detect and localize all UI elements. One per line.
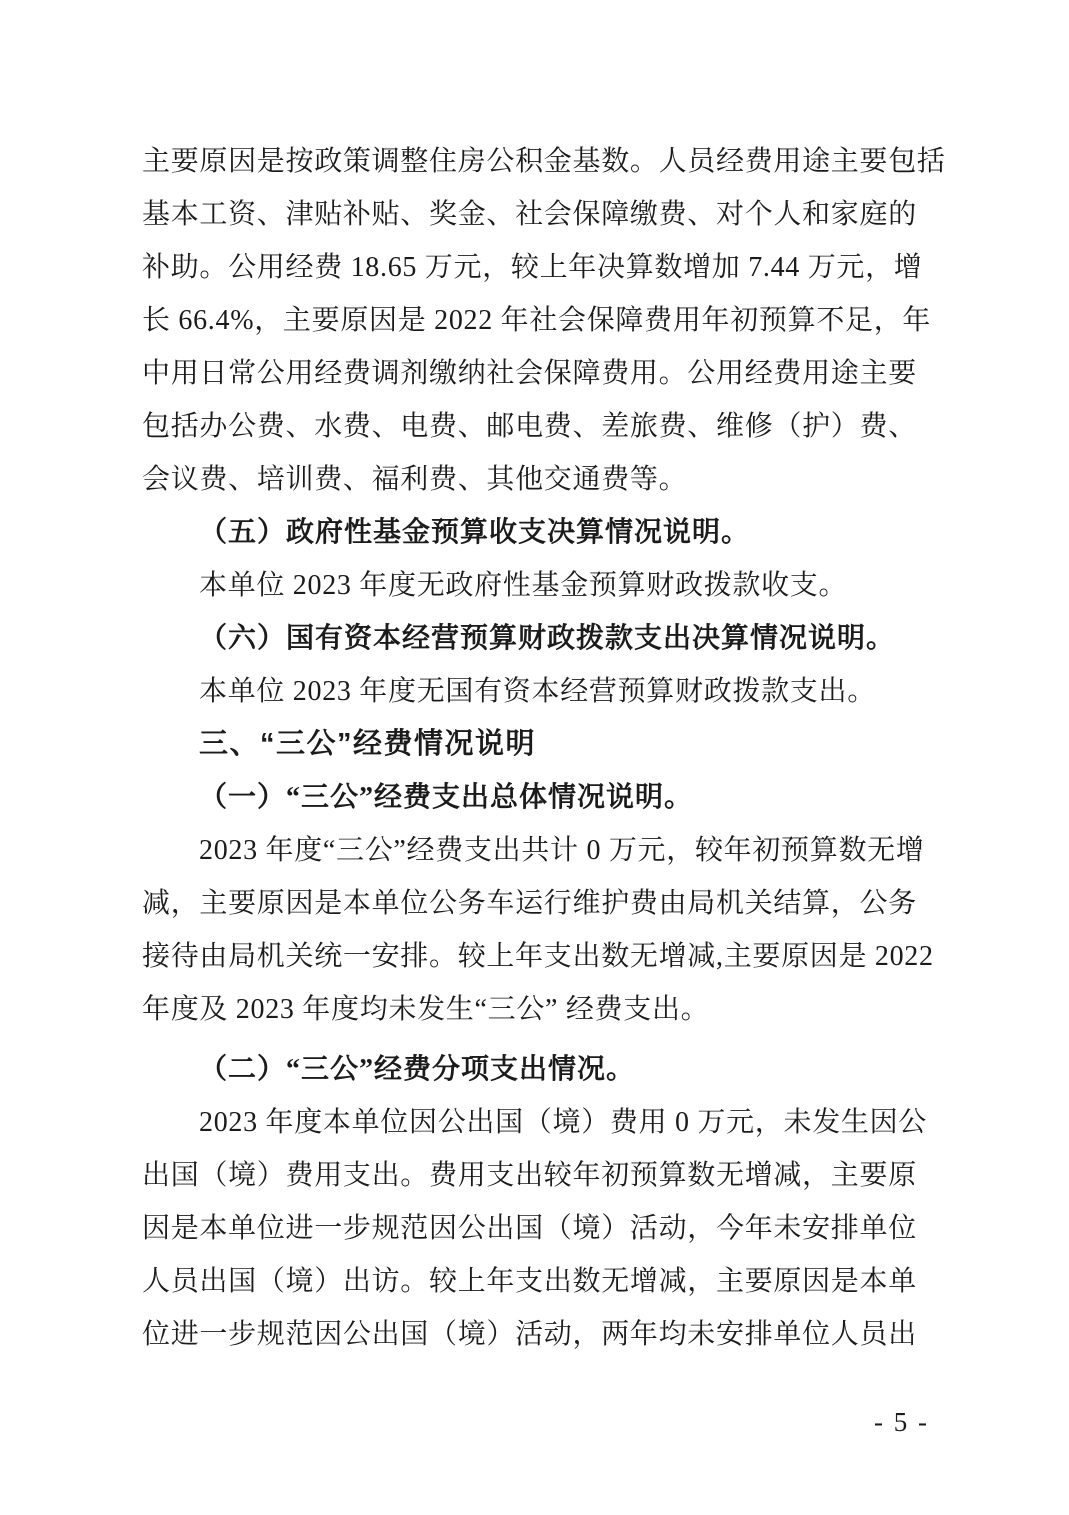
- paragraph-line: 本单位 2023 年度无国有资本经营预算财政拨款支出。: [199, 676, 876, 707]
- section-heading: 三、“三公”经费情况说明: [199, 728, 537, 760]
- paragraph-line: 主要原因是按政策调整住房公积金基数。人员经费用途主要包括: [142, 146, 946, 177]
- subsection-heading: （五）政府性基金预算收支决算情况说明。: [199, 517, 751, 548]
- subsection-heading: （二）“三公”经费分项支出情况。: [199, 1054, 636, 1085]
- subsection-heading: （六）国有资本经营预算财政拨款支出决算情况说明。: [199, 623, 896, 654]
- paragraph-line: 本单位 2023 年度无政府性基金预算财政拨款收支。: [199, 570, 848, 601]
- paragraph-line: 中用日常公用经费调剂缴纳社会保障费用。公用经费用途主要: [142, 358, 917, 389]
- page-number: - 5 -: [874, 1407, 929, 1437]
- paragraph-line: 基本工资、津贴补贴、奖金、社会保障缴费、对个人和家庭的: [142, 199, 917, 230]
- paragraph-line: 2023 年度本单位因公出国（境）费用 0 万元，未发生因公: [199, 1107, 928, 1138]
- document-content: [142, 135, 954, 1361]
- paragraph-line: 人员出国（境）出访。较上年支出数无增减，主要原因是本单: [142, 1266, 917, 1297]
- paragraph-line: 出国（境）费用支出。费用支出较年初预算数无增减，主要原: [142, 1160, 917, 1191]
- paragraph-line: 年度及 2023 年度均未发生“三公” 经费支出。: [142, 994, 710, 1025]
- paragraph-line: 位进一步规范因公出国（境）活动，两年均未安排单位人员出: [142, 1319, 917, 1350]
- paragraph-line: 减，主要原因是本单位公务车运行维护费由局机关结算，公务: [142, 888, 917, 919]
- paragraph-line: 会议费、培训费、福利费、其他交通费等。: [142, 464, 688, 495]
- paragraph-line: 包括办公费、水费、电费、邮电费、差旅费、维修（护）费、: [142, 411, 917, 442]
- subsection-heading: （一）“三公”经费支出总体情况说明。: [199, 782, 694, 813]
- paragraph-line: 接待由局机关统一安排。较上年支出数无增减,主要原因是 2022: [142, 941, 934, 972]
- paragraph-line: 2023 年度“三公”经费支出共计 0 万元，较年初预算数无增: [199, 835, 925, 866]
- paragraph-line: 因是本单位进一步规范因公出国（境）活动，今年未安排单位: [142, 1213, 917, 1244]
- paragraph-line: 补助。公用经费 18.65 万元，较上年决算数增加 7.44 万元，增: [142, 252, 923, 283]
- paragraph-line: 长 66.4%，主要原因是 2022 年社会保障费用年初预算不足，年: [142, 305, 932, 336]
